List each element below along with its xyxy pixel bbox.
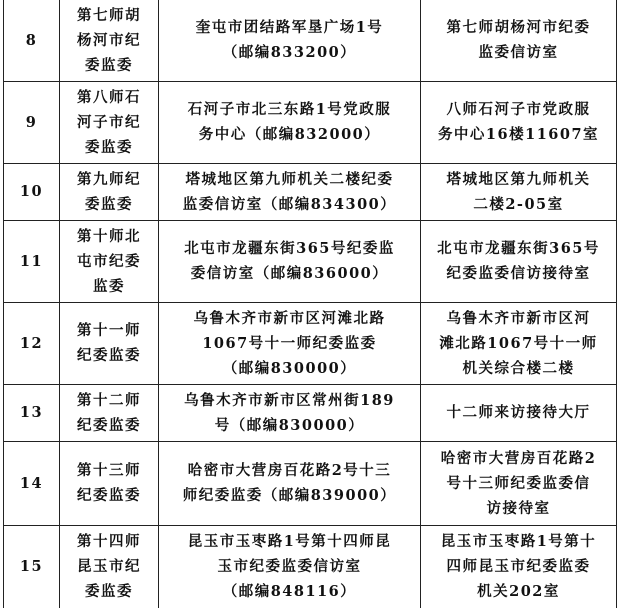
unit-name-cell: 第十四师 昆玉市纪 委监委 xyxy=(60,525,159,608)
table-row xyxy=(4,525,617,608)
address-cell: 石河子市北三东路1号党政服 务中心（邮编832000） xyxy=(159,81,421,163)
unit-name-cell: 第九师纪 委监委 xyxy=(60,163,159,220)
address-cell: 乌鲁木齐市新市区河滩北路 1067号十一师纪委监委 （邮编830000） xyxy=(159,302,421,384)
reception-location-cell: 十二师来访接待大厅 xyxy=(421,384,617,441)
row-number: 10 xyxy=(4,163,60,220)
table-row xyxy=(4,302,617,384)
unit-name-cell: 第十师北 屯市纪委 监委 xyxy=(60,220,159,302)
reception-location-cell: 第七师胡杨河市纪委 监委信访室 xyxy=(421,0,617,81)
row-number: 13 xyxy=(4,384,60,441)
address-cell: 塔城地区第九师机关二楼纪委 监委信访室（邮编834300） xyxy=(159,163,421,220)
row-number: 9 xyxy=(4,81,60,163)
address-cell: 乌鲁木齐市新市区常州街189 号（邮编830000） xyxy=(159,384,421,441)
address-cell: 奎屯市团结路军垦广场1号 （邮编833200） xyxy=(159,0,421,81)
reception-location-cell: 乌鲁木齐市新市区河 滩北路1067号十一师 机关综合楼二楼 xyxy=(421,302,617,384)
row-number: 15 xyxy=(4,525,60,608)
table-row xyxy=(4,441,617,525)
table-row xyxy=(4,81,617,163)
table-row xyxy=(4,163,617,220)
table-row xyxy=(4,220,617,302)
row-number: 12 xyxy=(4,302,60,384)
unit-name-cell: 第七师胡 杨河市纪 委监委 xyxy=(60,0,159,81)
petition-office-table xyxy=(3,0,617,608)
reception-location-cell: 昆玉市玉枣路1号第十 四师昆玉市纪委监委 机关202室 xyxy=(421,525,617,608)
unit-name-cell: 第十三师 纪委监委 xyxy=(60,441,159,525)
reception-location-cell: 八师石河子市党政服 务中心16楼11607室 xyxy=(421,81,617,163)
reception-location-cell: 北屯市龙疆东街365号 纪委监委信访接待室 xyxy=(421,220,617,302)
row-number: 8 xyxy=(4,0,60,81)
unit-name-cell: 第十一师 纪委监委 xyxy=(60,302,159,384)
address-cell: 昆玉市玉枣路1号第十四师昆 玉市纪委监委信访室 （邮编848116） xyxy=(159,525,421,608)
unit-name-cell: 第十二师 纪委监委 xyxy=(60,384,159,441)
address-cell: 哈密市大营房百花路2号十三 师纪委监委（邮编839000） xyxy=(159,441,421,525)
table-row xyxy=(4,0,617,81)
unit-name-cell: 第八师石 河子市纪 委监委 xyxy=(60,81,159,163)
address-cell: 北屯市龙疆东街365号纪委监 委信访室（邮编836000） xyxy=(159,220,421,302)
row-number: 14 xyxy=(4,441,60,525)
reception-location-cell: 哈密市大营房百花路2 号十三师纪委监委信 访接待室 xyxy=(421,441,617,525)
reception-location-cell: 塔城地区第九师机关 二楼2-05室 xyxy=(421,163,617,220)
row-number: 11 xyxy=(4,220,60,302)
table-row xyxy=(4,384,617,441)
